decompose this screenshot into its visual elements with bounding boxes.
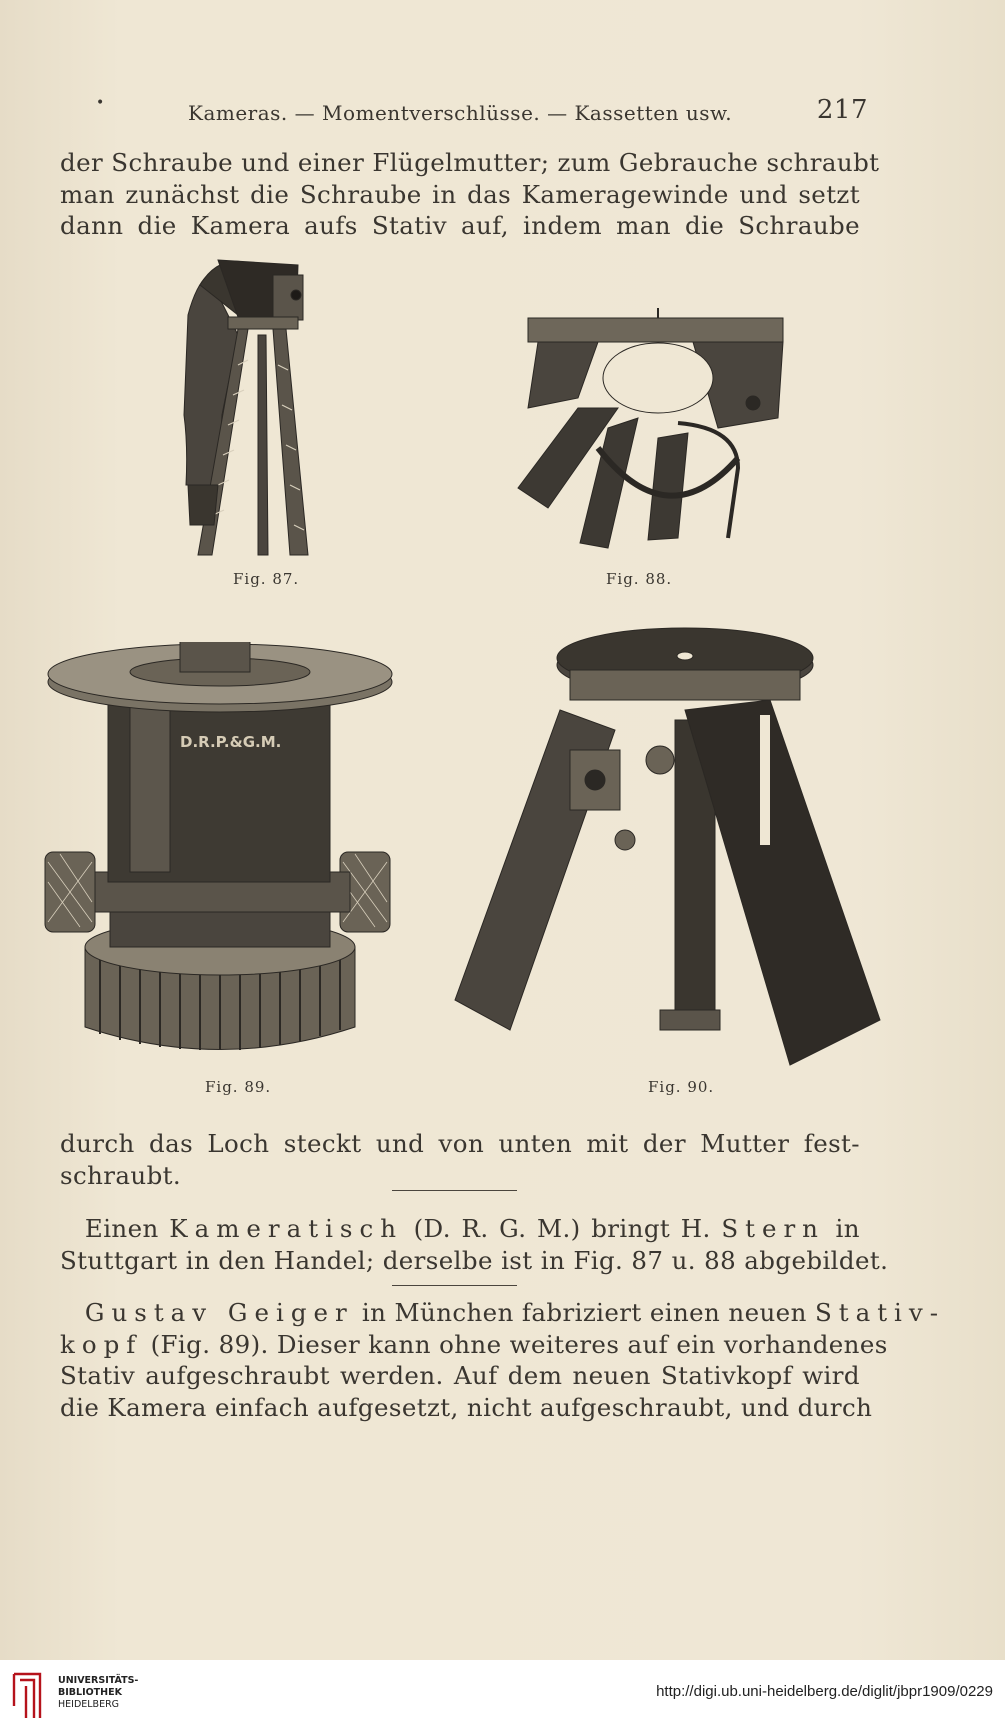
spaced-term: Stativ- (814, 1298, 945, 1327)
text-line: man zunächst die Schraube in das Kameragewinde und setzt (60, 179, 860, 209)
text-line (60, 1213, 860, 1245)
text-line (60, 1297, 945, 1329)
figure-89-caption: Fig. 89. (205, 1078, 272, 1096)
text-line: schraubt. (60, 1160, 182, 1190)
section-divider (392, 1285, 517, 1286)
paragraph-continuation (60, 1128, 860, 1191)
figure-89-illustration (30, 642, 415, 1057)
section-divider (392, 1190, 517, 1191)
paragraph-geiger (60, 1297, 945, 1423)
spaced-term: kopf (60, 1329, 143, 1359)
library-logo-icon (10, 1670, 50, 1722)
text-line: durch das Loch steckt und von unten mit der Mutter fest- (60, 1129, 860, 1158)
text-run: in (835, 1214, 860, 1243)
text-run: (Fig. 89). Dieser kann ohne weiteres auf ein vorhandenes (150, 1329, 888, 1359)
figure-88-caption: Fig. 88. (606, 570, 673, 588)
figure-90-caption: Fig. 90. (648, 1078, 715, 1096)
spaced-name: Gustav Geiger (84, 1298, 354, 1327)
library-name (58, 1675, 138, 1711)
page-number: 217 (816, 95, 868, 125)
text-line: der Schraube und einer Flügelmutter; zum Gebrauche schraubt (60, 148, 880, 177)
library-name-line: UNIVERSITÄTS- (58, 1675, 139, 1686)
text-line: Stativ aufgeschraubt werden. Auf dem neuen Stativkopf wird (60, 1361, 860, 1390)
spaced-name: Stern (721, 1214, 825, 1243)
text-line: die Kamera einfach aufgesetzt, nicht aufgeschraubt, und durch (60, 1392, 873, 1422)
spaced-term: Kameratisch (169, 1214, 403, 1243)
text-run: Einen (84, 1214, 159, 1243)
text-run: in München fabriziert einen neuen (361, 1298, 807, 1327)
text-line: Stuttgart in den Handel; derselbe ist in Fig. 87 u. 88 abgebildet. (60, 1245, 889, 1275)
engraving-label: D.R.P.&G.M. (180, 733, 282, 751)
figure-87-illustration (178, 255, 353, 560)
library-name-line: BIBLIOTHEK (58, 1687, 122, 1698)
source-url-link[interactable]: http://digi.ub.uni-heidelberg.de/diglit/jbpr1909/0229 (656, 1683, 993, 1700)
text-run: (D. R. G. M.) bringt H. (413, 1214, 711, 1243)
figure-90-illustration (450, 620, 890, 1075)
header-title: Kameras. — Momentverschlüsse. — Kassetten usw. (188, 101, 733, 125)
text-line (60, 1329, 888, 1361)
header-mark: • (96, 95, 105, 111)
paragraph-top (60, 147, 880, 242)
running-header (60, 95, 868, 131)
figure-88-illustration (508, 308, 793, 553)
figure-87-caption: Fig. 87. (233, 570, 300, 588)
text-line: dann die Kamera aufs Stativ auf, indem man die Schraube (60, 211, 860, 240)
library-name-line: HEIDELBERG (58, 1699, 120, 1710)
paragraph-kameratisch (60, 1213, 889, 1276)
